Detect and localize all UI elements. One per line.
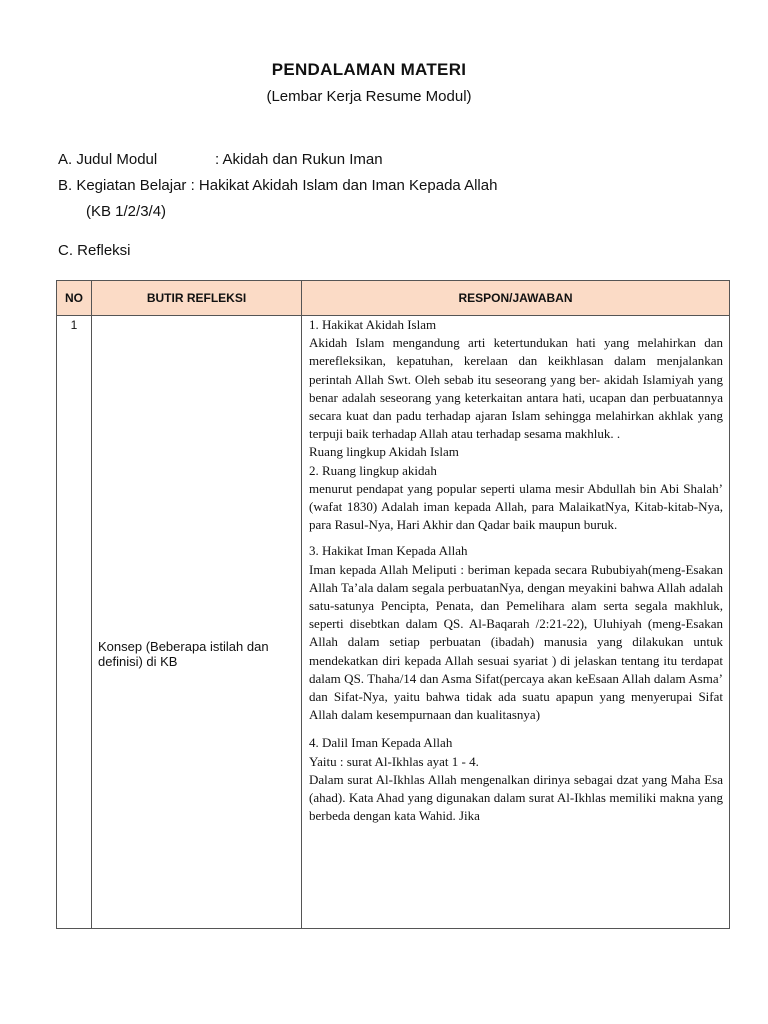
respon-paragraph-4: Dalam surat Al-Ikhlas Allah mengenalkan dirinya sebagai dzat yang Maha Esa (ahad). Kata Ahad yang digunakan dalam surat Al-Ikhlas memiliki makna yang berbeda dengan kata Wahid. Jika: [309, 771, 723, 824]
respon-line-dalil: Yaitu : surat Al-Ikhlas ayat 1 - 4.: [309, 753, 479, 769]
row-no: 1: [57, 316, 92, 929]
row-butir-text: Konsep (Beberapa istilah dan definisi) di KB: [98, 639, 269, 669]
respon-heading-2: 2. Ruang lingkup akidah: [309, 462, 437, 478]
respon-paragraph-1: Akidah Islam mengandung arti ketertundukan hati yang melahirkan dan merefleksikan, kepatuhan, kerelaan dan keikhlasan dalam menjalankan perintah Allah Swt. Oleh sebab itu seseorang yang ber- akidah Islamiyah yang benar adalah seseorang yang keterkaitan antara hati, ucapan dan perbuatannya secara kuat dan padu terhadap ajaran Islam sehingga melahirkan akhlak yang terpuji baik terhadap Allah atau terhadap sesama makhluk. .: [309, 335, 723, 442]
respon-paragraph-2: menurut pendapat yang popular seperti ulama mesir Abdullah bin Abi Shalah’ (wafat 1830) Adalah iman kepada Allah, para MalaikatNya, Kitab-kitab-Nya, para Rasul-Nya, Hari Akhir dan Qadar baik maupun buruk.: [309, 480, 723, 533]
respon-line-ruang-lingkup: Ruang lingkup Akidah Islam: [309, 444, 459, 460]
judul-modul-label: A. Judul Modul: [58, 151, 158, 168]
refleksi-table: [56, 280, 730, 929]
page-title: PENDALAMAN MATERI: [271, 60, 467, 79]
header-no: NO: [57, 281, 92, 316]
judul-modul-value: : Akidah dan Rukun Iman: [215, 151, 383, 168]
header-respon-jawaban: RESPON/JAWABAN: [302, 281, 730, 316]
kegiatan-belajar-line: [58, 177, 497, 194]
kegiatan-belajar-label: B. Kegiatan Belajar: [58, 177, 187, 194]
row-respon-cell: [302, 316, 730, 929]
header-butir-refleksi: BUTIR REFLEKSI: [92, 281, 302, 316]
page-subtitle: (Lembar Kerja Resume Modul): [266, 88, 472, 105]
judul-modul-line: [58, 151, 383, 168]
table-header-row: [57, 281, 730, 316]
refleksi-label: C. Refleksi: [58, 242, 131, 259]
respon-heading-3: 3. Hakikat Iman Kepada Allah: [309, 543, 468, 559]
table-row: [57, 316, 730, 929]
kegiatan-belajar-value: : Hakikat Akidah Islam dan Iman Kepada Allah: [190, 177, 498, 194]
kb-value: (KB 1/2/3/4): [86, 203, 167, 220]
row-butir-cell: [92, 316, 302, 929]
respon-heading-1: 1. Hakikat Akidah Islam: [309, 317, 437, 332]
respon-paragraph-3: Iman kepada Allah Meliputi : beriman kepada secara Rububiyah(meng-Esakan Allah Ta’ala dalam segala perbuatanNya, dengan meyakini bahwa Allah adalah satu-satunya Pencipta, Penata, dan Pemelihara alam serta segala makhluk, seperti disebtkan dalam QS. Al-Baqarah /2:21-22), Uluhiyah (meng-Esakan Allah dalam setiap perbuatan (ibadah) manusia yang dilakukan untuk mendekatkan diri kepada Allah sesuai syariat ) di jelaskan tentang itu terdapat dalam QS. Thaha/14 dan Asma Sifat(percaya akan keEsaan Allah dalam Asma’ dan Sifat-Nya, yaitu bahwa tidak ada suatu apapun yang menyerupai Sifat Allah dalam kesempurnaan dan kualitasnya): [309, 561, 723, 723]
respon-heading-4: 4. Dalil Iman Kepada Allah: [309, 735, 453, 751]
